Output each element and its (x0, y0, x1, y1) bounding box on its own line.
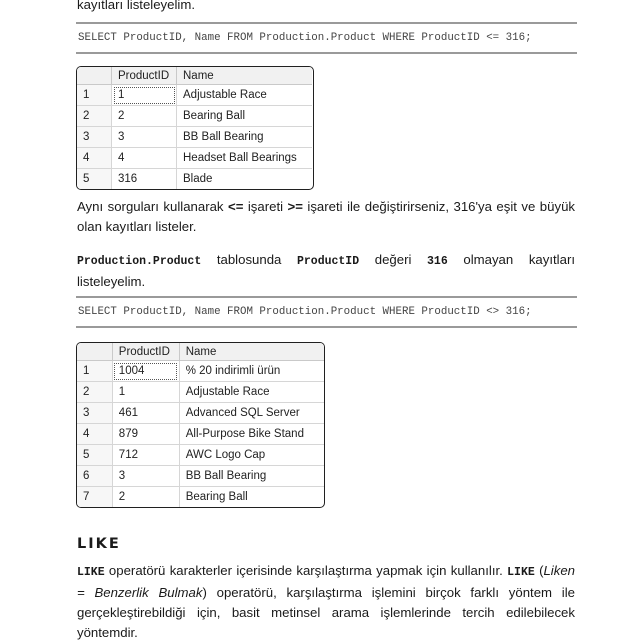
results-grid-2 (76, 342, 325, 508)
sql-query-2: SELECT ProductID, Name FROM Production.Product WHERE ProductID <> 316; (76, 296, 577, 328)
text: işareti ile değiştirirseniz, 316'ya eşit ve büyük olan kayıtları listeler. (77, 199, 575, 234)
paragraph-comparison (77, 197, 575, 237)
text: işareti (243, 199, 288, 214)
row-number: 2 (77, 382, 112, 403)
sql-query-1: SELECT ProductID, Name FROM Production.Product WHERE ProductID <= 316; (76, 22, 577, 54)
productid-cell[interactable]: 879 (112, 424, 179, 445)
text: tablosunda (201, 252, 297, 267)
section-heading-like: LIKE (77, 536, 121, 552)
productid-cell[interactable]: 316 (112, 169, 177, 190)
table-row[interactable] (77, 361, 324, 382)
table-row[interactable] (77, 382, 324, 403)
row-number: 1 (77, 361, 112, 382)
productid-cell[interactable]: 3 (112, 127, 177, 148)
row-number: 2 (77, 106, 112, 127)
code-table-name: Production.Product (77, 255, 202, 268)
text: ( (534, 563, 544, 578)
name-cell[interactable]: % 20 indirimli ürün (179, 361, 324, 382)
row-number: 3 (77, 403, 112, 424)
name-cell[interactable]: Headset Ball Bearings (177, 148, 313, 169)
productid-cell[interactable]: 4 (112, 148, 177, 169)
table-row[interactable] (77, 169, 312, 190)
name-cell[interactable]: AWC Logo Cap (179, 445, 324, 466)
code-column-name: ProductID (297, 255, 360, 268)
code-value: 316 (427, 255, 448, 268)
productid-cell[interactable]: 712 (112, 445, 179, 466)
productid-cell[interactable]: 1004 (112, 361, 179, 382)
row-number-header (77, 67, 112, 85)
table-row[interactable] (77, 445, 324, 466)
row-number: 1 (77, 85, 112, 106)
name-cell[interactable]: Bearing Ball (177, 106, 313, 127)
name-cell[interactable]: Blade (183, 173, 213, 185)
table-row[interactable] (77, 487, 324, 508)
text: Aynı sorguları kullanarak (77, 199, 228, 214)
text: değeri (359, 252, 428, 267)
column-header-name[interactable]: Name (177, 67, 313, 85)
name-cell[interactable]: Adjustable Race (179, 382, 324, 403)
row-number: 3 (77, 127, 112, 148)
table-row[interactable] (77, 403, 324, 424)
table-row[interactable] (77, 106, 312, 127)
row-number: 5 (77, 169, 112, 190)
productid-cell[interactable]: 2 (112, 487, 179, 508)
row-number: 4 (77, 148, 112, 169)
row-number: 7 (77, 487, 112, 508)
name-cell[interactable]: All-Purpose Bike Stand (179, 424, 324, 445)
name-cell[interactable]: BB Ball Bearing (179, 466, 324, 487)
table-row[interactable] (77, 85, 312, 106)
operator-gte: >= (287, 199, 303, 214)
name-cell[interactable]: Bearing Ball (185, 491, 248, 503)
paragraph-not-equal (77, 250, 575, 292)
text: ) operatörü, karşılaştırma işlemini birçok farklı yöntem ile gerçekleştirebildiği için, basit metinsel arama işlemlerinde tercih edilebilecek yöntemdir. (77, 585, 575, 640)
table-row[interactable] (77, 127, 312, 148)
name-cell[interactable]: BB Ball Bearing (177, 127, 313, 148)
table-row[interactable] (77, 148, 312, 169)
column-header-productid[interactable]: ProductID (112, 67, 177, 85)
code-like: LIKE (507, 566, 535, 579)
productid-cell[interactable]: 3 (112, 466, 179, 487)
grid-header-row (77, 343, 324, 361)
row-number: 4 (77, 424, 112, 445)
row-number: 6 (77, 466, 112, 487)
productid-cell[interactable]: 1 (112, 382, 179, 403)
table-row[interactable] (77, 466, 324, 487)
column-header-productid[interactable]: ProductID (112, 343, 179, 361)
row-number-header (77, 343, 112, 361)
productid-cell[interactable]: 2 (112, 106, 177, 127)
productid-cell[interactable]: 1 (112, 85, 177, 106)
italic-text: Liken = Benzerlik Bulmak (77, 563, 575, 600)
table-row[interactable] (77, 424, 324, 445)
paragraph-like-operator (77, 561, 575, 643)
name-cell[interactable]: Advanced SQL Server (179, 403, 324, 424)
intro-text-tail: kayıtları listeleyelim. (77, 0, 195, 12)
operator-lte: <= (228, 199, 244, 214)
name-cell[interactable]: Adjustable Race (177, 85, 313, 106)
row-number: 5 (77, 445, 112, 466)
text: operatörü karakterler içerisinde karşılaştırma yapmak için kullanılır. (104, 563, 508, 578)
code-like: LIKE (77, 566, 105, 579)
results-grid-1 (76, 66, 314, 190)
grid-header-row (77, 67, 312, 85)
column-header-name[interactable]: Name (179, 343, 324, 361)
productid-cell[interactable]: 461 (112, 403, 179, 424)
text: olmayan kayıtları listeleyelim. (77, 252, 575, 289)
